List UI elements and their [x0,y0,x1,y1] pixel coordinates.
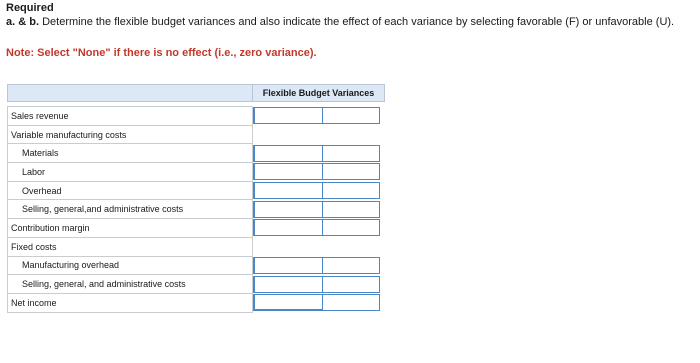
row-label-fixed-sga-costs: Selling, general, and administrative costs [8,275,253,294]
variance-column-header: Flexible Budget Variances [253,85,385,102]
row-label-variable-sga-costs: Selling, general,and administrative costs [8,200,253,219]
table-row [8,125,385,144]
net-income-variance-input[interactable] [253,294,323,311]
contribution-margin-effect-select[interactable] [323,219,380,236]
instruction-body: Determine the flexible budget variances and also indicate the effect of each variance by selecting favorable (F) or unfavorable (U). [42,16,675,28]
table-row [8,275,385,294]
overhead-effect-select[interactable] [323,182,380,199]
row-label-variable-manufacturing-costs: Variable manufacturing costs [8,125,253,144]
instruction-text [6,15,694,30]
row-label-fixed-costs: Fixed costs [8,237,253,256]
sales-revenue-effect-select[interactable] [323,107,380,124]
row-label-contribution-margin: Contribution margin [8,219,253,238]
variable-sga-variance-input[interactable] [253,201,323,218]
note-text: Note: Select "None" if there is no effect (i.e., zero variance). [6,47,317,59]
variable-sga-effect-select[interactable] [323,201,380,218]
row-label-materials: Materials [8,144,253,163]
overhead-variance-input[interactable] [253,182,323,199]
table-row [8,144,385,163]
row-label-overhead: Overhead [8,181,253,200]
manufacturing-overhead-variance-input[interactable] [253,257,323,274]
labor-variance-input[interactable] [253,163,323,180]
variance-table [7,84,385,313]
row-label-labor: Labor [8,163,253,182]
row-label-net-income: Net income [8,293,253,312]
table-row [8,163,385,182]
table-row [8,107,385,126]
table-row [8,181,385,200]
net-income-effect-select[interactable] [323,294,380,311]
table-row [8,256,385,275]
materials-variance-input[interactable] [253,145,323,162]
fixed-sga-effect-select[interactable] [323,276,380,293]
label-column-header [8,85,253,102]
variance-table-container [7,84,380,313]
table-row [8,237,385,256]
materials-effect-select[interactable] [323,145,380,162]
row-label-manufacturing-overhead: Manufacturing overhead [8,256,253,275]
required-heading: Required [6,2,54,14]
row-label-sales-revenue: Sales revenue [8,107,253,126]
table-row [8,200,385,219]
manufacturing-overhead-effect-select[interactable] [323,257,380,274]
table-row [8,219,385,238]
contribution-margin-variance-input[interactable] [253,219,323,236]
labor-effect-select[interactable] [323,163,380,180]
instruction-part: a. & b. [6,16,40,28]
table-row [8,293,385,312]
sales-revenue-variance-input[interactable] [253,107,323,124]
fixed-sga-variance-input[interactable] [253,276,323,293]
